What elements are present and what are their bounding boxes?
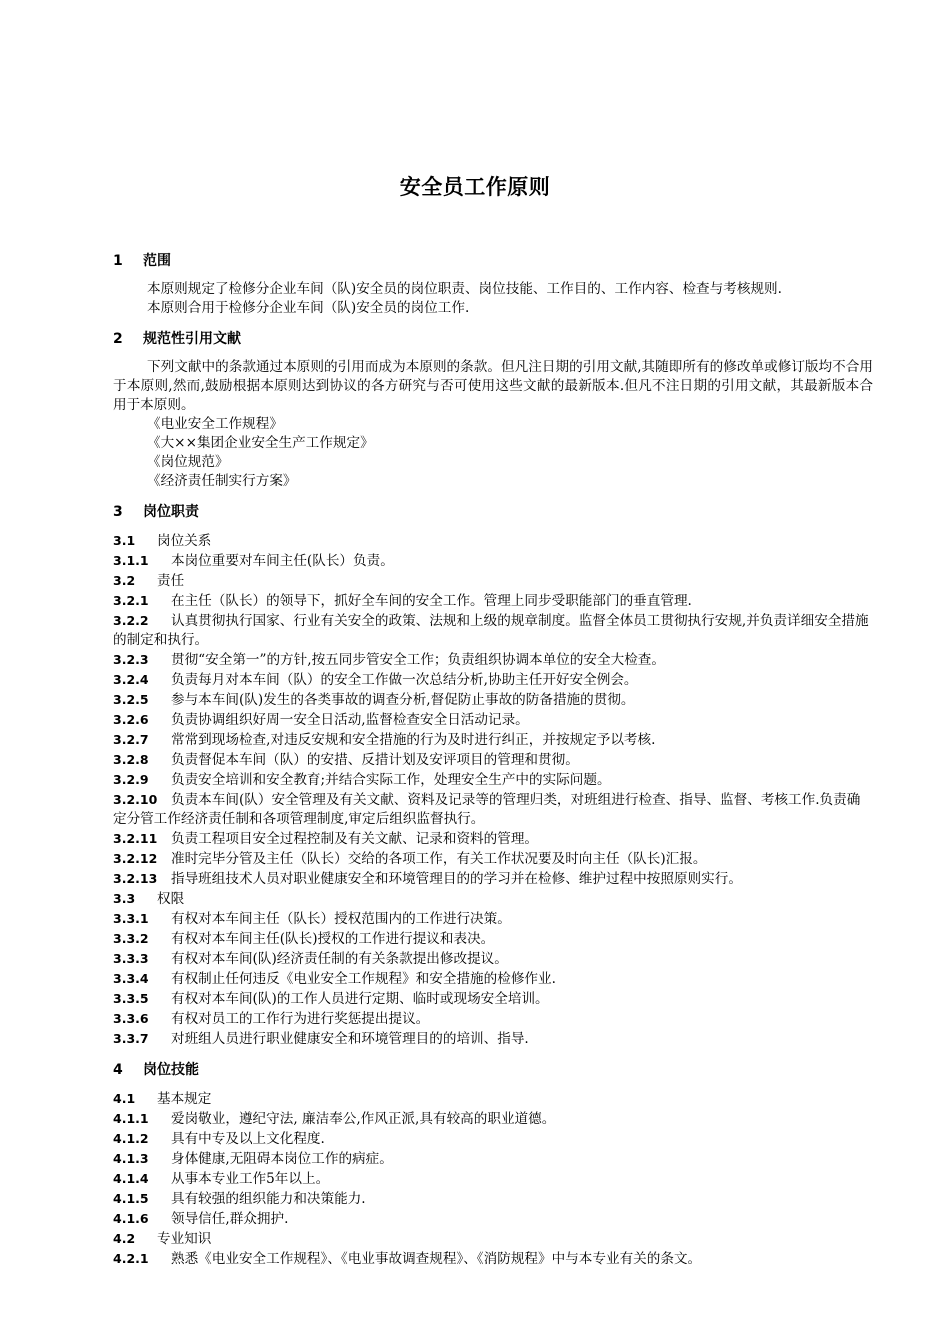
clause-text: 认真贯彻执行国家、行业有关安全的政策、法规和上级的规章制度。监督全体员工贯彻执行安规,并负责详细安全措施的制定和执行。 [113,613,869,648]
document-title: 安全员工作原则 [399,175,551,199]
clause-item [113,929,873,949]
clause-number: 4.2.1 [113,1251,149,1266]
clause-text: 负责督促本车间（队）的安措、反措计划及安评项目的管理和贯彻。 [171,752,579,768]
clause-text: 有权对本车间主任（队长）授权范围内的工作进行决策。 [171,911,511,927]
clause-number: 4.1 [113,1091,136,1106]
section-4-list [113,1089,873,1269]
clause-text: 基本规定 [157,1091,212,1107]
clause-number: 4.1.1 [113,1111,149,1126]
clause-text: 从事本专业工作5年以上。 [171,1171,330,1187]
clause-item [113,949,873,969]
clause-item [113,1029,873,1049]
clause-item [113,730,873,750]
clause-item [113,710,873,730]
clause-text: 岗位关系 [157,533,212,549]
clause-item [113,1129,873,1149]
clause-text: 身体健康,无阻碍本岗位工作的病症。 [171,1151,393,1167]
clause-number: 3.2.2 [113,613,149,628]
clause-item [113,989,873,1009]
section-number: 1 [113,253,123,269]
section-3-heading [113,502,873,522]
clause-number: 3.3.5 [113,991,149,1006]
clause-number: 3.2.13 [113,871,158,886]
clause-text: 常常到现场检查,对违反安规和安全措施的行为及时进行纠正，并按规定予以考核. [171,732,656,748]
clause-number: 3.2.10 [113,792,158,807]
clause-text: 在主任（队长）的领导下，抓好全车间的安全工作。管理上同步受职能部门的垂直管理. [171,593,692,609]
clause-text: 有权对本车间主任(队长)授权的工作进行提议和表决。 [171,931,495,947]
clause-number: 3.1.1 [113,553,149,568]
clause-number: 3.2.11 [113,831,158,846]
clause-item [113,650,873,670]
clause-text: 负责工程项目安全过程控制及有关文献、记录和资料的管理。 [171,831,539,847]
clause-text: 有权对员工的工作行为进行奖惩提出提议。 [171,1011,430,1027]
clause-number: 4.1.3 [113,1151,149,1166]
clause-item [113,1109,873,1129]
clause-text: 熟悉《电业安全工作规程》、《电业事故调查规程》、《消防规程》中与本专业有关的条文。 [171,1251,702,1267]
clause-number: 3.2.7 [113,732,149,747]
clause-item [113,969,873,989]
clause-item [113,1169,873,1189]
section-title: 岗位职责 [143,504,199,520]
clause-text: 贯彻“安全第一”的方针,按五同步管安全工作；负责组织协调本单位的安全大检查。 [171,652,665,668]
clause-item [113,829,873,849]
reference-item: 《大××集团企业安全生产工作规定》 [147,435,374,451]
section-4-heading [113,1060,873,1080]
clause-text: 指导班组技术人员对职业健康安全和环境管理目的的学习并在检修、维护过程中按照原则实行。 [171,871,742,887]
clause-item [113,1249,873,1269]
section-2-heading [113,329,873,349]
clause-number: 3.2.4 [113,672,149,687]
clause-number: 4.1.5 [113,1191,149,1206]
clause-item [113,869,873,889]
clause-item [113,611,873,650]
clause-item [113,551,873,571]
clause-text: 负责协调组织好周一安全日活动,监督检查安全日活动记录。 [171,712,529,728]
clause-number: 3.2.9 [113,772,149,787]
section-number: 2 [113,331,123,347]
section-title: 规范性引用文献 [143,331,241,347]
clause-text: 准时完毕分管及主任（队长）交给的各项工作，有关工作状况要及时向主任（队长)汇报。 [171,851,707,867]
clause-text: 本岗位重要对车间主任(队长）负责。 [171,553,394,569]
clause-text: 有权对本车间(队)的工作人员进行定期、临时或现场安全培训。 [171,991,549,1007]
clause-text: 对班组人员进行职业健康安全和环境管理目的的培训、指导. [171,1031,529,1047]
clause-number: 3.3 [113,891,136,906]
clause-number: 3.3.7 [113,1031,149,1046]
clause-number: 3.2.3 [113,652,149,667]
clause-text: 权限 [157,891,185,907]
clause-text: 有权对本车间(队)经济责任制的有关条款提出修改提议。 [171,951,508,967]
section-number: 4 [113,1062,123,1078]
reference-item: 《经济责任制实行方案》 [147,473,297,489]
clause-item [113,889,873,909]
section-1-heading [113,251,873,271]
clause-number: 3.3.3 [113,951,149,966]
clause-number: 4.1.4 [113,1171,149,1186]
clause-item [113,1089,873,1109]
clause-text: 责任 [157,573,185,589]
clause-item [113,770,873,790]
clause-number: 4.1.2 [113,1131,149,1146]
clause-item [113,909,873,929]
clause-number: 3.3.4 [113,971,149,986]
clause-item [113,670,873,690]
section-title: 范围 [143,253,171,269]
clause-text: 具有中专及以上文化程度. [171,1131,325,1147]
clause-item [113,571,873,591]
section-number: 3 [113,504,123,520]
clause-text: 爱岗敬业，遵纪守法, 廉洁奉公,作风正派,具有较高的职业道德。 [171,1111,556,1127]
clause-item [113,849,873,869]
clause-number: 3.2.6 [113,712,149,727]
clause-item [113,1009,873,1029]
clause-number: 3.3.6 [113,1011,149,1026]
clause-text: 参与本车间(队)发生的各类事故的调查分析,督促防止事故的防备措施的贯彻。 [171,692,635,708]
clause-number: 3.2.5 [113,692,149,707]
clause-number: 4.1.6 [113,1211,149,1226]
clause-text: 负责每月对本车间（队）的安全工作做一次总结分析,协助主任开好安全例会。 [171,672,638,688]
clause-number: 3.3.2 [113,931,149,946]
clause-text: 专业知识 [157,1231,212,1247]
clause-item [113,591,873,611]
clause-number: 3.3.1 [113,911,149,926]
section-3-list [113,531,873,1049]
paragraph: 下列文献中的条款通过本原则的引用而成为本原则的条款。但凡注日期的引用文献,其随即所有的修改单或修订版均不合用于本原则,然而,鼓励根据本原则达到协议的各方研究与否可使用这些文献的最新版本.但凡不注日期的引用文献，其最新版本合用于本原则。 [113,359,873,413]
clause-text: 领导信任,群众拥护. [171,1211,289,1227]
clause-item [113,690,873,710]
clause-number: 4.2 [113,1231,136,1246]
clause-text: 负责安全培训和安全教育;并结合实际工作，处理安全生产中的实际问题。 [171,772,611,788]
clause-item [113,1189,873,1209]
clause-item [113,1229,873,1249]
section-title: 岗位技能 [143,1062,199,1078]
clause-text: 有权制止任何违反《电业安全工作规程》和安全措施的检修作业. [171,971,556,987]
reference-item: 《岗位规范》 [147,454,229,470]
clause-text: 负责本车间(队）安全管理及有关文献、资料及记录等的管理归类，对班组进行检查、指导、监督、考核工作.负责确定分管工作经济责任制和各项管理制度,审定后组织监督执行。 [113,792,861,827]
clause-item [113,1209,873,1229]
clause-item [113,1149,873,1169]
paragraph: 本原则规定了检修分企业车间（队)安全员的岗位职责、岗位技能、工作目的、工作内容、检查与考核规则. [147,281,782,297]
paragraph: 本原则合用于检修分企业车间（队)安全员的岗位工作. [147,300,470,316]
clause-number: 3.2.1 [113,593,149,608]
clause-number: 3.2.8 [113,752,149,767]
clause-number: 3.2 [113,573,136,588]
document-body [113,246,873,1269]
clause-number: 3.2.12 [113,851,158,866]
clause-item [113,790,873,829]
reference-item: 《电业安全工作规程》 [147,416,283,432]
clause-item [113,750,873,770]
clause-item [113,531,873,551]
clause-number: 3.1 [113,533,136,548]
clause-text: 具有较强的组织能力和决策能力. [171,1191,366,1207]
